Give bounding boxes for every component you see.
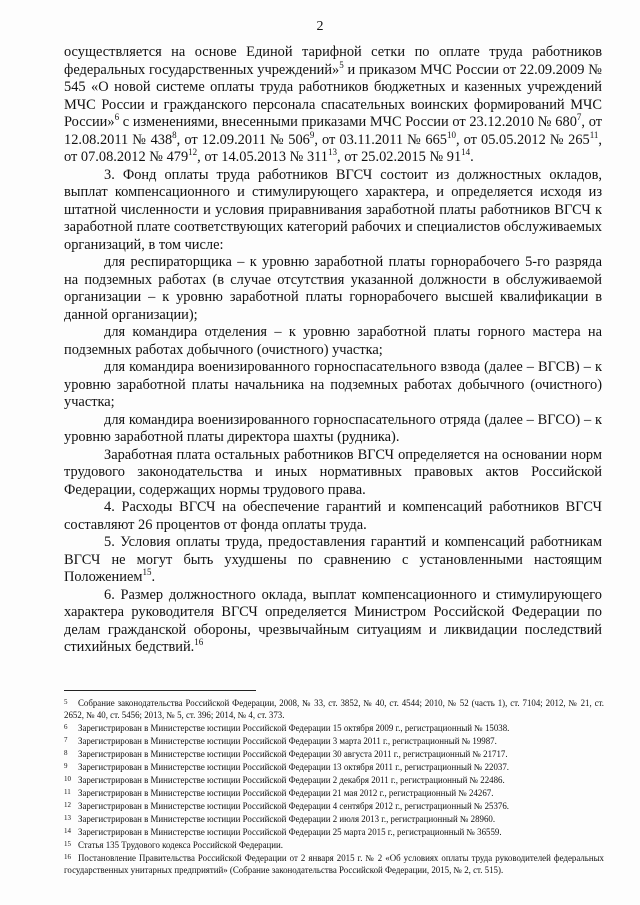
paragraph-respirator-operator: для респираторщика – к уровню заработной платы горнорабочего 5-го разряда на подземных работах (в случае отсутствия указанной должности в обслуживаемой организации – к уровню заработной платы горнорабочего высшей квалификации в данной организации); [64, 254, 602, 323]
paragraph-platoon-commander: для командира военизированного горноспасательного взвода (далее – ВГСВ) – к уровню заработной платы начальника на подземных работах добычного (очистного) участка; [64, 359, 602, 410]
paragraph-detachment-commander: для командира военизированного горноспасательного отряда (далее – ВГСО) – к уровню заработной платы директора шахты (рудника). [64, 411, 602, 445]
footnote-mark: 12 [64, 801, 71, 809]
footnote: 16 Постановление Правительства Российской Федерации от 2 января 2015 г. № 2 «Об условиях оплаты труда руководителей федеральных государственных унитарных предприятий» (Собрание законодательства Российской Федерации, 2015, № 2, ст. 515). [64, 853, 604, 875]
footnote: 11 Зарегистрирован в Министерстве юстиции Российской Федерации 21 мая 2012 г., регистрационный № 24267. [64, 788, 494, 798]
footnote-mark: 5 [64, 698, 68, 706]
footnote-mark: 13 [64, 814, 71, 822]
footnote-mark: 15 [64, 840, 71, 848]
footnote: 15 Статья 135 Трудового кодекса Российской Федерации. [64, 840, 284, 850]
paragraph-squad-commander: для командира отделения – к уровню заработной платы горного мастера на подземных работах добычного (очистного) участка; [64, 324, 602, 358]
body-text [64, 44, 602, 657]
footnote-ref-7: 7 [576, 112, 582, 123]
footnote-mark: 8 [64, 749, 68, 757]
footnote-ref-8: 8 [172, 129, 177, 140]
footnote: 7 Зарегистрирован в Министерстве юстиции Российской Федерации 3 марта 2011 г., регистрационный № 19987. [64, 736, 497, 746]
footnote: 12 Зарегистрирован в Министерстве юстиции Российской Федерации 4 сентября 2012 г., регистрационный № 25376. [64, 801, 510, 811]
footnote-mark: 11 [64, 788, 71, 796]
footnote-ref-9: 9 [309, 129, 315, 140]
footnote-ref-5: 5 [339, 59, 344, 70]
footnote-ref-13: 13 [328, 147, 337, 158]
footnote-ref-14: 14 [461, 147, 471, 158]
footnote: 8 Зарегистрирован в Министерстве юстиции Российской Федерации 30 августа 2011 г., регистрационный № 21717. [64, 749, 508, 759]
footnote: 13 Зарегистрирован в Министерстве юстиции Российской Федерации 2 июля 2013 г., регистрационный № 28960. [64, 814, 496, 824]
footnote-separator [64, 690, 256, 691]
footnote-mark: 10 [64, 775, 71, 783]
paragraph-3-wage-fund: 3. Фонд оплаты труда работников ВГСЧ состоит из должностных окладов, выплат компенсационного и стимулирующего характера, и определяется исходя из штатной численности и условия приравнивания заработной платы работников ВГСЧ к заработной плате соответствующих категорий рабочих и специалистов обслуживаемых организаций, в том числе: [64, 166, 602, 253]
paragraph-1: осуществляется на основе Единой тарифной сетки по оплате труда работников федеральных государственных учреждений»$^5$ и приказом МЧС России от 22.09.2009 № 545 «О новой системе оплаты труда работников бюджетных и казенных учреждений МЧС России и гражданского персонала спасательных воинских формирований МЧС России»$^6$ с изменениями, внесенными приказами МЧС России от 23.12.2010 № $680^7$, от 12.08.2011 № $438^8$, от 12.09.2011 № $506^9$, от 03.11.2011 № $665^{10}$, от 05.05.2012 № $265^{11}$, от 07.08.2012 № $479^{12}$, от 14.05.2013 № $311^{13}$, от 25.02.2015 № $91^{14}$. [64, 44, 602, 165]
paragraph-other-workers: Заработная плата остальных работников ВГСЧ определяется на основании норм трудового законодательства и иных нормативных правовых актов Российской Федерации, содержащих нормы трудового права. [64, 446, 602, 498]
paragraph-6-head-salary: 6. Размер должностного оклада, выплат компенсационного и стимулирующего характера руководителя ВГСЧ определяется Министром Российской Федерации по делам гражданской обороны, чрезвычайным ситуациям и ликвидации последствий стихийных бедствий.$^{16}$ [64, 586, 602, 655]
footnote: 9 Зарегистрирован в Министерстве юстиции Российской Федерации 13 октября 2011 г., регистрационный № 22037. [64, 762, 510, 772]
footnote-ref-6: 6 [114, 112, 120, 123]
footnote-mark: 6 [64, 723, 68, 731]
footnote-mark: 7 [64, 736, 68, 744]
footnotes [64, 696, 604, 876]
footnote-ref-11: 11 [589, 129, 599, 140]
footnote-ref-15: 15 [142, 567, 152, 578]
footnote: 10 Зарегистрирован в Министерстве юстиции Российской Федерации 2 декабря 2011 г., регистрационный № 22486. [64, 775, 505, 785]
footnote: 5 Собрание законодательства Российской Федерации, 2008, № 33, ст. 3852, № 40, ст. 4544; 2010, № 52 (часть 1), ст. 7104; 2012, № 21, ст. 2652, № 40, ст. 5456; 2013, № 5, ст. 396; 2014, № 4, ст. 373. [64, 698, 604, 720]
footnote-mark: 16 [64, 853, 71, 861]
footnote-ref-10: 10 [447, 129, 456, 140]
footnote: 14 Зарегистрирован в Министерстве юстиции Российской Федерации 25 марта 2015 г., регистрационный № 36559. [64, 827, 502, 837]
footnote: 6 Зарегистрирован в Министерстве юстиции Российской Федерации 15 октября 2009 г., регистрационный № 15038. [64, 723, 510, 733]
footnote-mark: 14 [64, 827, 71, 835]
footnote-ref-12: 12 [188, 147, 198, 158]
footnote-ref-16: 16 [194, 637, 204, 648]
footnote-mark: 9 [64, 762, 68, 770]
page-number: 2 [316, 19, 324, 34]
paragraph-4-expenses: 4. Расходы ВГСЧ на обеспечение гарантий и компенсаций работников ВГСЧ составляют 26 процентов от фонда оплаты труда. [64, 499, 602, 533]
paragraph-5-conditions: 5. Условия оплаты труда, предоставления гарантий и компенсаций работникам ВГСЧ не могут быть ухудшены по сравнению с установленными настоящим Положением$^{15}$. [64, 534, 602, 585]
